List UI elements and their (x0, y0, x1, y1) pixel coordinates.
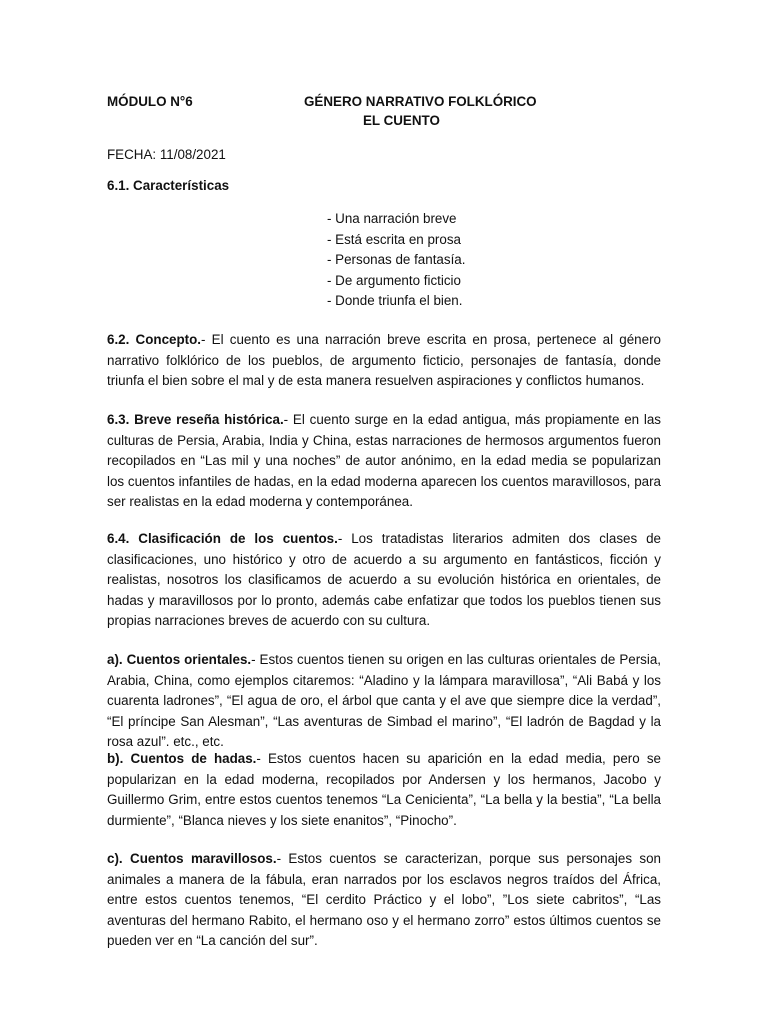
module-number: MÓDULO N°6 (107, 94, 193, 109)
list-item: - Una narración breve (327, 211, 457, 226)
paragraph-text: - El cuento es una narración breve escrita en prosa, pertenece al género narrativo folklórico de los pueblos, de argumento ficticio, personajes de fantasía, donde triunfa el bien sobre el mal y de esta manera resuelven aspiraciones y conflictos humanos. (107, 332, 661, 388)
list-item: - Personas de fantasía. (327, 252, 466, 267)
paragraph-resena-historica (107, 410, 661, 513)
paragraph-lead: c). Cuentos maravillosos. (107, 851, 277, 866)
paragraph-text: - Estos cuentos tienen su origen en las culturas orientales de Persia, Arabia, China, como ejemplos citaremos: “Aladino y la lámpara maravillosa”, “Ali Babá y los cuarenta ladrones”, “El agua de oro, el árbol que canta y el ave que siempre dice la verdad”, “El príncipe San Alesman”, “Las aventuras de Simbad el marino”, “El ladrón de Bagdad y la rosa azul”. etc., etc. (107, 652, 661, 749)
paragraph-lead: a). Cuentos orientales. (107, 652, 252, 667)
document-subtitle: EL CUENTO (363, 113, 440, 128)
document-date: FECHA: 11/08/2021 (107, 147, 226, 162)
document-genre-title: GÉNERO NARRATIVO FOLKLÓRICO (304, 94, 537, 109)
paragraph-cuentos-hadas (107, 749, 661, 831)
paragraph-concepto (107, 330, 661, 392)
paragraph-text: - Estos cuentos se caracterizan, porque sus personajes son animales a manera de la fábula, eran narrados por los esclavos negros traídos del África, entre estos cuentos tenemos, “El cerdito Práctico y el lobo”, ”Los siete cabritos”, “Las aventuras del hermano Rabito, el hermano oso y el hermano zorro” estos últimos cuentos se pueden ver en “La canción del sur”. (107, 851, 661, 948)
characteristics-list (327, 209, 465, 312)
paragraph-clasificacion (107, 529, 661, 632)
paragraph-text: - El cuento surge en la edad antigua, más propiamente en las culturas de Persia, Arabia, India y China, estas narraciones de hermosos argumentos fueron recopilados en “Las mil y una noches” de autor anónimo, en la edad media se popularizan los cuentos infantiles de hadas, en la edad moderna aparecen los cuentos maravillosos, para ser realistas en la edad moderna y contemporánea. (107, 412, 662, 509)
paragraph-lead: 6.3. Breve reseña histórica. (107, 412, 284, 427)
paragraph-lead: 6.4. Clasificación de los cuentos. (107, 531, 338, 546)
list-item: - Donde triunfa el bien. (327, 293, 463, 308)
paragraph-lead: b). Cuentos de hadas. (107, 751, 257, 766)
paragraph-cuentos-orientales (107, 650, 661, 753)
list-item: - Está escrita en prosa (327, 231, 461, 247)
paragraph-cuentos-maravillosos (107, 849, 661, 952)
paragraph-lead: 6.2. Concepto. (107, 332, 201, 347)
paragraph-text: - Los tratadistas literarios admiten dos clases de clasificaciones, uno histórico y otro de acuerdo a su argumento en fantásticos, ficción y realistas, nosotros los clasificamos de acuerdo a su evolución histórica en orientales, de hadas y maravillosos por lo pronto, además cabe enfatizar que todos los pueblos tienen sus propias narraciones breves de acuerdo con su cultura. (107, 531, 662, 628)
paragraph-text: - Estos cuentos hacen su aparición en la edad media, pero se popularizan en la edad moderna, recopilados por Andersen y los hermanos, Jacobo y Guillermo Grim, entre estos cuentos tenemos “La Cenicienta”, “La bella y la bestia”, “La bella durmiente”, “Blanca nieves y los siete enanitos”, “Pinocho”. (107, 751, 661, 828)
section-heading-characteristics: 6.1. Características (107, 178, 230, 193)
list-item: - De argumento ficticio (327, 272, 461, 288)
